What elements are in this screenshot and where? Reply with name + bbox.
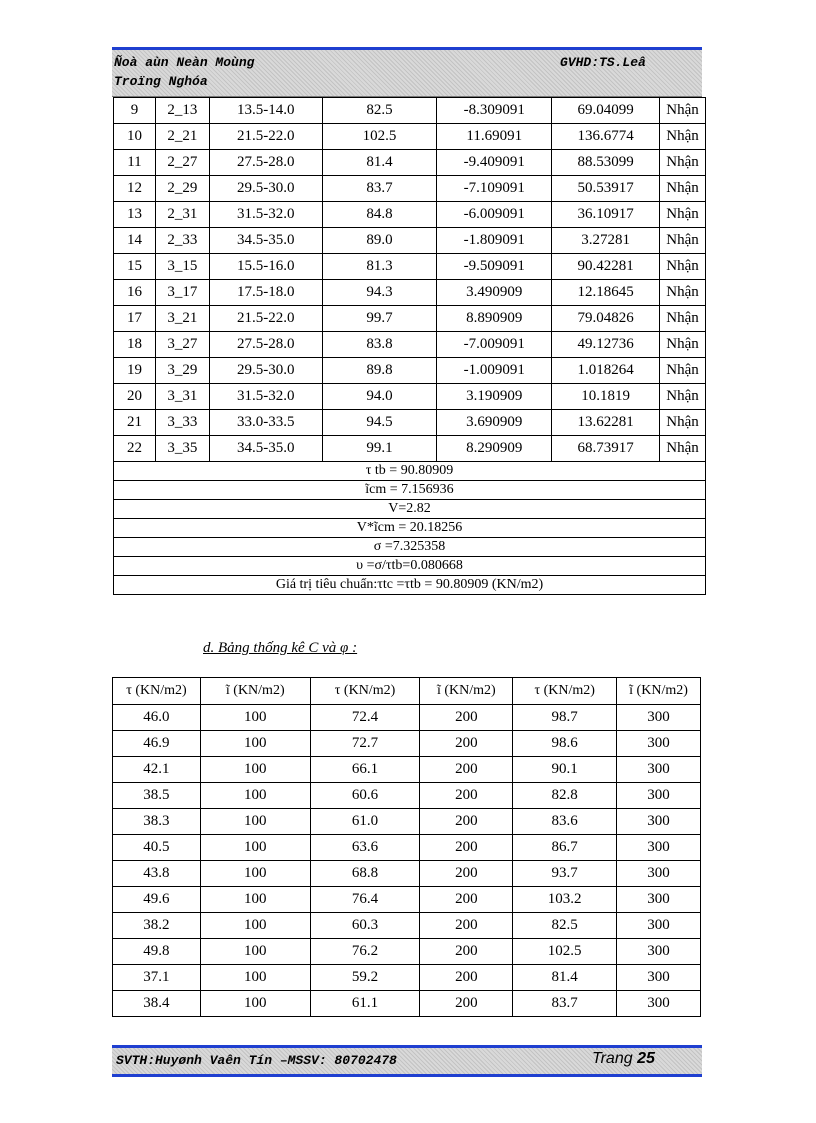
table-cell: 84.8 [322,202,437,228]
table-row [113,835,701,861]
table-cell: 88.53099 [552,150,660,176]
table-cell: 300 [617,731,701,757]
column-header: τ (KN/m2) [513,678,617,705]
table-cell: -7.009091 [437,332,552,358]
table-cell: 82.8 [513,783,617,809]
table-row [114,98,706,124]
table-cell: 18 [114,332,156,358]
table-cell: -1.809091 [437,228,552,254]
table-cell: 89.8 [322,358,437,384]
table-cell: 3.190909 [437,384,552,410]
table-cell: 83.8 [322,332,437,358]
table-cell: 83.7 [322,176,437,202]
table-cell: 98.6 [513,731,617,757]
table-cell: 21 [114,410,156,436]
table-cell: 300 [617,887,701,913]
table-cell: 36.10917 [552,202,660,228]
table-cell: 13.62281 [552,410,660,436]
table-cell: 99.7 [322,306,437,332]
table-cell: 81.4 [513,965,617,991]
table-row [113,705,701,731]
table-cell: 68.8 [310,861,420,887]
table-row [113,913,701,939]
table-cell: 200 [420,861,513,887]
table-cell: 12 [114,176,156,202]
table-cell: 59.2 [310,965,420,991]
table-cell: 98.7 [513,705,617,731]
table-cell: Nhận [660,358,706,384]
table-cell: 46.9 [113,731,201,757]
table-cell: 200 [420,939,513,965]
table-cell: 2_27 [155,150,209,176]
table-cell: 68.73917 [552,436,660,462]
table-cell: 300 [617,965,701,991]
table-cell: 3_31 [155,384,209,410]
table-row [114,202,706,228]
table-cell: 2_21 [155,124,209,150]
table-cell: 20 [114,384,156,410]
table-cell: 40.5 [113,835,201,861]
page-footer [112,1045,702,1077]
table-row [114,124,706,150]
table-cell: 3.690909 [437,410,552,436]
variation-v: V=2.82 [114,500,706,519]
table-cell: 81.4 [322,150,437,176]
table-cell: 15 [114,254,156,280]
table-cell: Nhận [660,384,706,410]
table-cell: 103.2 [513,887,617,913]
table-cell: 300 [617,991,701,1017]
table-cell: 61.1 [310,991,420,1017]
table-cell: 93.7 [513,861,617,887]
table-cell: -6.009091 [437,202,552,228]
table-cell: 38.5 [113,783,201,809]
header-advisor: GVHD:TS.Leâ [560,55,646,70]
table-cell: 49.12736 [552,332,660,358]
table-cell: 300 [617,783,701,809]
table-cell: Nhận [660,306,706,332]
table-cell: 102.5 [322,124,437,150]
table-cell: 300 [617,835,701,861]
v-times-sigma: V*ĩcm = 20.18256 [114,519,706,538]
table-cell: 13.5-14.0 [209,98,322,124]
table-cell: 50.53917 [552,176,660,202]
table-cell: 3.27281 [552,228,660,254]
table-cell: 49.8 [113,939,201,965]
table-row [114,436,706,462]
table-row [114,254,706,280]
table-cell: 72.7 [310,731,420,757]
table-cell: Nhận [660,280,706,306]
table-cell: Nhận [660,410,706,436]
table-cell: 200 [420,705,513,731]
table-cell: Nhận [660,98,706,124]
table-cell: 200 [420,731,513,757]
table-cell: 12.18645 [552,280,660,306]
table-cell: 94.0 [322,384,437,410]
table-cell: 83.6 [513,809,617,835]
table-cell: 100 [200,783,310,809]
table-cell: 8.890909 [437,306,552,332]
table-cell: 31.5-32.0 [209,202,322,228]
table-row [114,332,706,358]
coefficient-of-variation: υ =σ/τtb=0.080668 [114,557,706,576]
table-cell: 11 [114,150,156,176]
table-cell: 100 [200,757,310,783]
table-row [114,150,706,176]
table-row [114,358,706,384]
table-cell: 14 [114,228,156,254]
table-cell: 3_21 [155,306,209,332]
table-row [113,757,701,783]
table-cell: Nhận [660,202,706,228]
table-cell: Nhận [660,176,706,202]
table-cell: 10.1819 [552,384,660,410]
table-cell: 300 [617,939,701,965]
table-cell: 83.7 [513,991,617,1017]
header-project-title: Ñoà aùn Neàn Moùng [114,55,255,70]
table-cell: 43.8 [113,861,201,887]
table-cell: Nhận [660,228,706,254]
table-cell: 16 [114,280,156,306]
table-cell: 86.7 [513,835,617,861]
table-cell: 200 [420,913,513,939]
table-cell: 2_31 [155,202,209,228]
table-cell: 2_33 [155,228,209,254]
table-cell: 90.42281 [552,254,660,280]
table-row [114,384,706,410]
table-cell: 89.0 [322,228,437,254]
section-d-title: d. Bảng thống kê C và φ : [203,640,358,656]
statistics-summary [114,462,706,595]
table-cell: 61.0 [310,809,420,835]
table-cell: 8.290909 [437,436,552,462]
std-deviation: σ =7.325358 [114,538,706,557]
table-cell: 200 [420,887,513,913]
table-cell: 81.3 [322,254,437,280]
table-cell: 100 [200,835,310,861]
table-cell: 29.5-30.0 [209,358,322,384]
table-row [113,965,701,991]
table-cell: 3_15 [155,254,209,280]
column-header: ĩ (KN/m2) [200,678,310,705]
table-cell: 9 [114,98,156,124]
table-cell: 100 [200,965,310,991]
table-cell: 17 [114,306,156,332]
table-cell: 100 [200,705,310,731]
table-cell: Nhận [660,254,706,280]
table-cell: Nhận [660,124,706,150]
table-cell: 94.3 [322,280,437,306]
table-cell: 72.4 [310,705,420,731]
table-cell: 82.5 [322,98,437,124]
table-cell: 13 [114,202,156,228]
column-header: ĩ (KN/m2) [420,678,513,705]
table-cell: 300 [617,861,701,887]
column-header: τ (KN/m2) [113,678,201,705]
page-number: 25 [637,1050,655,1067]
table-cell: 76.4 [310,887,420,913]
table-cell: 94.5 [322,410,437,436]
table-row [114,410,706,436]
table-cell: 100 [200,731,310,757]
column-header: τ (KN/m2) [310,678,420,705]
page-label: Trang [592,1050,633,1067]
table-cell: 1.018264 [552,358,660,384]
table-cell: -9.409091 [437,150,552,176]
table-cell: 90.1 [513,757,617,783]
table-cell: 46.0 [113,705,201,731]
shear-strength-rows [114,98,706,462]
shear-strength-table [113,97,706,595]
footer-student-info: SVTH:Huyønh Vaên Tín –MSSV: 80702478 [116,1053,397,1068]
table-cell: 27.5-28.0 [209,332,322,358]
table-cell: 11.69091 [437,124,552,150]
table-cell: 33.0-33.5 [209,410,322,436]
table-cell: 15.5-16.0 [209,254,322,280]
table-cell: 300 [617,913,701,939]
table-cell: 42.1 [113,757,201,783]
table-cell: 3_35 [155,436,209,462]
table-cell: 69.04099 [552,98,660,124]
table-cell: 2_13 [155,98,209,124]
footer-page [592,1050,655,1068]
table-cell: 99.1 [322,436,437,462]
table-cell: 200 [420,965,513,991]
table-cell: 17.5-18.0 [209,280,322,306]
table-row [114,176,706,202]
table-row [113,783,701,809]
table-cell: 31.5-32.0 [209,384,322,410]
table-cell: 200 [420,783,513,809]
table-cell: 3_27 [155,332,209,358]
table-cell: 10 [114,124,156,150]
table-cell: 38.3 [113,809,201,835]
table-cell: 2_29 [155,176,209,202]
table-cell: 82.5 [513,913,617,939]
table-cell: 60.3 [310,913,420,939]
table-row [113,809,701,835]
table-cell: 66.1 [310,757,420,783]
column-header: ĩ (KN/m2) [617,678,701,705]
table-cell: 3_33 [155,410,209,436]
table-cell: 136.6774 [552,124,660,150]
table-cell: 200 [420,991,513,1017]
header-project-subtitle: Troïng Nghóa [114,74,208,89]
table-cell: -8.309091 [437,98,552,124]
table-cell: 3_17 [155,280,209,306]
table-cell: -9.509091 [437,254,552,280]
table-cell: 60.6 [310,783,420,809]
table-cell: 200 [420,809,513,835]
table-row [113,991,701,1017]
table-cell: 29.5-30.0 [209,176,322,202]
table-header-row [113,678,701,705]
table-cell: 38.2 [113,913,201,939]
table-cell: 21.5-22.0 [209,124,322,150]
table-cell: 79.04826 [552,306,660,332]
table-cell: -1.009091 [437,358,552,384]
table-cell: 37.1 [113,965,201,991]
table-cell: 38.4 [113,991,201,1017]
table-cell: 100 [200,913,310,939]
table-row [114,306,706,332]
c-phi-rows [113,705,701,1017]
table-row [114,280,706,306]
table-cell: 34.5-35.0 [209,228,322,254]
table-cell: 100 [200,939,310,965]
tau-mean: τ tb = 90.80909 [114,462,706,481]
table-cell: 300 [617,705,701,731]
table-cell: -7.109091 [437,176,552,202]
table-cell: 27.5-28.0 [209,150,322,176]
page-header [112,47,702,97]
table-cell: 21.5-22.0 [209,306,322,332]
table-cell: 300 [617,809,701,835]
table-cell: 200 [420,757,513,783]
sigma-cm: ĩcm = 7.156936 [114,481,706,500]
table-cell: 100 [200,861,310,887]
table-row [113,887,701,913]
table-row [114,228,706,254]
table-cell: 19 [114,358,156,384]
table-row [113,939,701,965]
table-cell: 49.6 [113,887,201,913]
table-row [113,731,701,757]
table-cell: Nhận [660,150,706,176]
table-cell: 100 [200,809,310,835]
table-cell: Nhận [660,436,706,462]
table-cell: 63.6 [310,835,420,861]
table-cell: 100 [200,887,310,913]
table-cell: Nhận [660,332,706,358]
table-cell: 300 [617,757,701,783]
table-row [113,861,701,887]
table-cell: 102.5 [513,939,617,965]
c-phi-statistics-table [112,677,701,1017]
table-cell: 100 [200,991,310,1017]
table-cell: 34.5-35.0 [209,436,322,462]
table-cell: 200 [420,835,513,861]
table-cell: 3_29 [155,358,209,384]
table-cell: 3.490909 [437,280,552,306]
table-cell: 22 [114,436,156,462]
table-cell: 76.2 [310,939,420,965]
standard-value: Giá trị tiêu chuẩn:τtc =τtb = 90.80909 (KN/m2) [114,576,706,595]
